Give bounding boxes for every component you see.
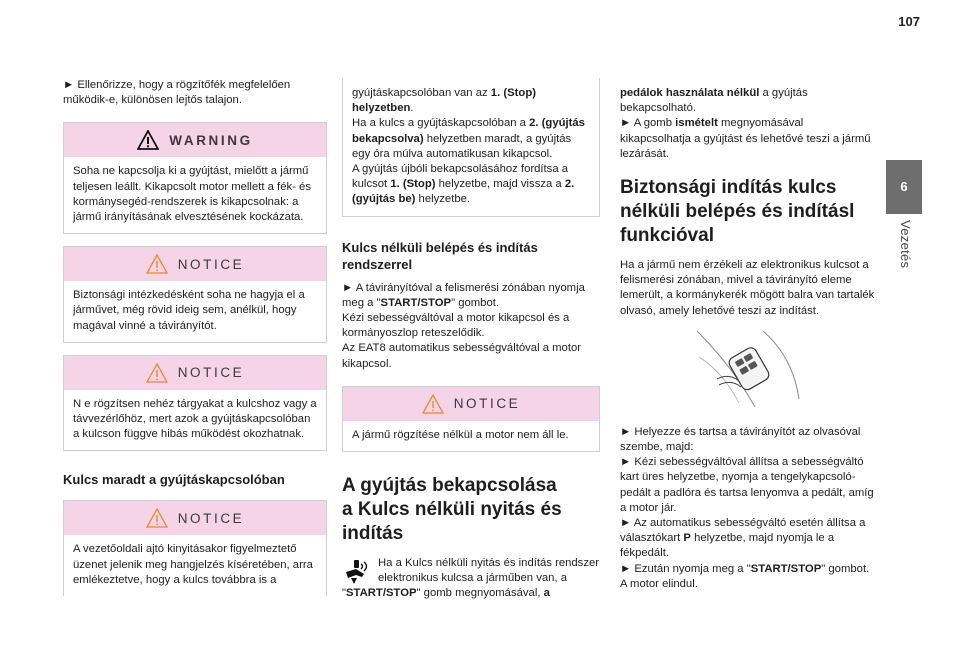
keyless-entry-icon [342, 558, 370, 586]
step-paragraph: A motor elindul. [620, 577, 698, 590]
notice-text: A gyújtás újbóli bekapcsolásához fordítsa a kulcsot 1. (Stop) helyzetbe, majd vissza a 2. (gyújtás be) helyzetbe. [352, 163, 575, 206]
notice-triangle-icon [422, 394, 444, 414]
body-paragraph: pedálok használata nélkül a gyújtás bekapcsolható. [620, 87, 808, 115]
notice-text: Ha a kulcs a gyújtáskapcsolóban a 2. (gyújtás bekapcsolva) helyzetben maradt, a gyújtás egy óra múlva automatikusan kikapcsol. [352, 117, 585, 160]
body-paragraph: Kézi sebességváltóval a motor kikapcsol és a kormányoszlop reteszelődik. [342, 312, 570, 340]
notice-text: A vezetőoldali ajtó kinyitásakor figyelmeztető üzenet jelenik meg hangjelzés kíséretében, arra emlékeztetve, hogy a kulcs továbbra is a [73, 543, 313, 586]
warning-text: Soha ne kapcsolja ki a gyújtást, mielőtt a jármű teljesen leállt. Kikapcsolt motor mellett a fék- és kormánysegéd-rendszerek is kikapcsolnak: a jármű irányításának elvesztésének kockázata. [73, 165, 311, 224]
lead-paragraph: Ha a Kulcs nélküli nyitás és indítás rendszer elektronikus kulcsa a járműben van, a "START/STOP" gomb megnyomásával, a [342, 557, 600, 600]
warning-box [63, 122, 327, 234]
warning-header [64, 123, 326, 157]
step-paragraph: ► Az automatikus sebességváltó esetén állítsa a választókart P helyzetbe, majd nyomja le a fékpedált. [620, 517, 866, 560]
notice-title: NOTICE [177, 256, 245, 272]
section-heading: Kulcs nélküli belépés és indítás rendszerrel [342, 239, 538, 272]
notice-triangle-icon [146, 363, 168, 383]
notice-text: gyújtáskapcsolóban van az 1. (Stop) helyzetben. [352, 87, 536, 115]
intro-paragraph: ► Ellenőrizze, hogy a rögzítőfék megfelelően működik-e, különösen lejtős talajon. [63, 79, 291, 107]
backup-reader-illustration [693, 327, 803, 409]
page-number: 107 [898, 14, 920, 29]
chapter-label: Vezetés [898, 220, 913, 269]
notice-text: N e rögzítsen nehéz tárgyakat a kulcshoz vagy a távvezérlőhöz, mert azok a gyújtáskapcsolóban a kulcson függve hibás működést okozhatnak. [73, 397, 317, 441]
notice-box [342, 386, 600, 452]
notice-triangle-icon [146, 508, 168, 528]
step-paragraph: ► Ezután nyomja meg a "START/STOP" gombot. [620, 562, 870, 575]
section-heading: Kulcs maradt a gyújtáskapcsolóban [63, 472, 285, 488]
notice-title: NOTICE [177, 510, 245, 526]
notice-title: NOTICE [453, 396, 521, 412]
column-3 [620, 86, 876, 592]
body-paragraph: Ha a jármű nem érzékeli az elektronikus kulcsot a felismerési zónában, mivel a távirányító eleme lemerült, a kormánykerék mögött balra van tartalék olvasó, amely lehetővé teszi az indítást. [620, 259, 875, 317]
notice-triangle-icon [146, 254, 168, 274]
notice-text: A jármű rögzítése nélkül a motor nem áll le. [352, 428, 569, 441]
notice-box [63, 355, 327, 452]
notice-box [63, 500, 327, 596]
notice-header [64, 356, 326, 390]
section-title: A gyújtás bekapcsolása a Kulcs nélküli nyitás és indítás [342, 475, 562, 545]
notice-header [343, 387, 599, 421]
notice-box [63, 246, 327, 343]
body-paragraph: ► A gomb ismételt megnyomásával kikapcsolhatja a gyújtást és lehetővé teszi a jármű lezárását. [620, 117, 871, 160]
notice-header [64, 501, 326, 535]
warning-triangle-icon [137, 130, 159, 150]
column-1 [63, 78, 327, 596]
chapter-tab[interactable]: 6 [886, 160, 922, 214]
column-2 [342, 78, 600, 602]
notice-box-continued [342, 78, 600, 217]
warning-title: WARNING [169, 132, 253, 148]
notice-header [64, 247, 326, 281]
notice-title: NOTICE [177, 365, 245, 381]
body-paragraph: ► A távirányítóval a felismerési zónában nyomja meg a "START/STOP" gombot. [342, 281, 585, 309]
step-paragraph: ► Kézi sebességváltóval állítsa a sebességváltó kart üres helyzetbe, nyomja a tengelykapcsoló-pedált a padlóra és tartsa lenyomva a pedált, amíg a motor jár. [620, 456, 874, 514]
section-title: Biztonsági indítás kulcs nélküli belépés és indításl funkcióval [620, 177, 855, 247]
body-paragraph: Az EAT8 automatikus sebességváltóval a motor kikapcsol. [342, 342, 582, 370]
notice-text: Biztonsági intézkedésként soha ne hagyja el a járművet, még rövid ideig sem, anélkül, hogy magával vinné a távirányítót. [73, 289, 305, 332]
step-paragraph: ► Helyezze és tartsa a távirányítót az olvasóval szembe, majd: [620, 425, 861, 454]
